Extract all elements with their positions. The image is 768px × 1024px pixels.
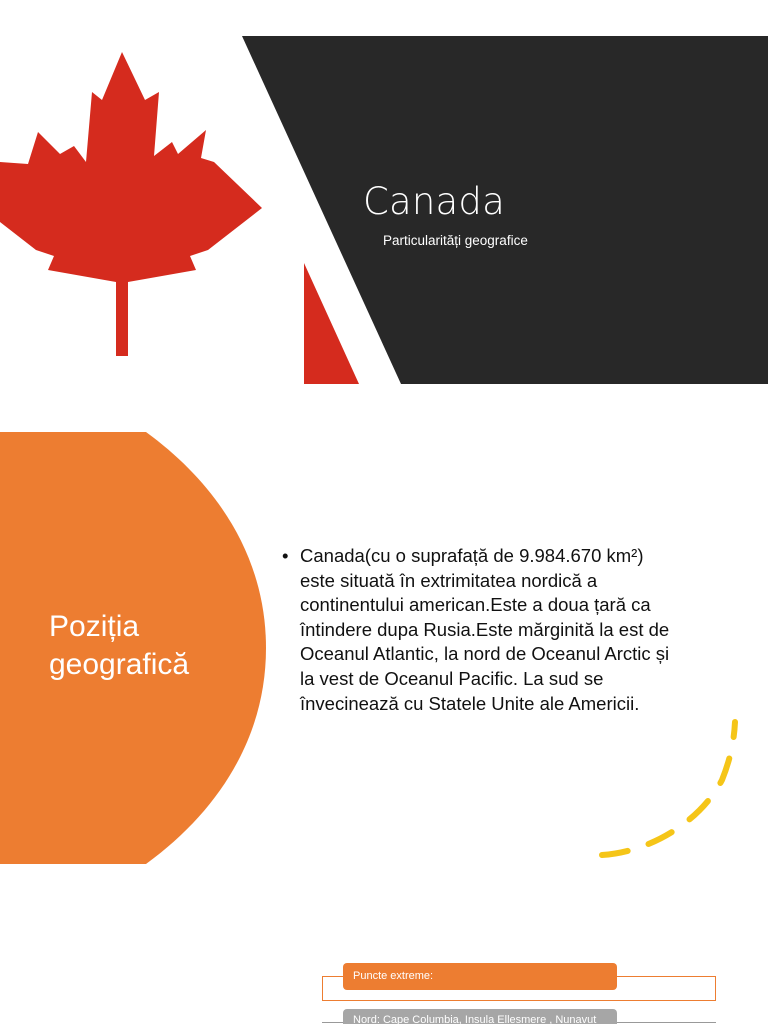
red-triangle [304,263,359,384]
maple-leaf-icon [0,52,262,356]
extreme-point-item: Nord: Cape Columbia, Insula Ellesmere , Nunavut [343,1009,617,1024]
dashed-arc-decoration [590,712,750,862]
section-heading-line2: geografică [49,648,190,681]
extreme-points-slide [0,952,768,1024]
body-line: continentului american.Este a doua țară ca [300,594,651,616]
extreme-points-header: Puncte extreme: [343,963,617,990]
title-slide [0,36,768,384]
body-line: la vest de Oceanul Pacific. La sud se [300,667,604,689]
bullet-marker: • [282,545,289,566]
body-line: Oceanul Atlantic, la nord de Oceanul Arctic și [300,643,670,665]
bullet-text [282,544,732,716]
body-line: învecinează cu Statele Unite ale Americii. [300,692,640,714]
slide-subtitle: Particularități geografice [383,233,528,248]
body-text [282,544,732,716]
section-heading [49,608,249,684]
position-slide [0,432,768,864]
body-line: întindere dupa Rusia.Este mărginită la est de [300,618,670,640]
body-line: Canada(cu o suprafață de 9.984.670 km²) [300,545,644,566]
body-line: este situată în extrimitatea nordică a [300,569,598,591]
slide-title: Canada [363,180,505,223]
section-heading-line1: Poziția [49,610,140,643]
